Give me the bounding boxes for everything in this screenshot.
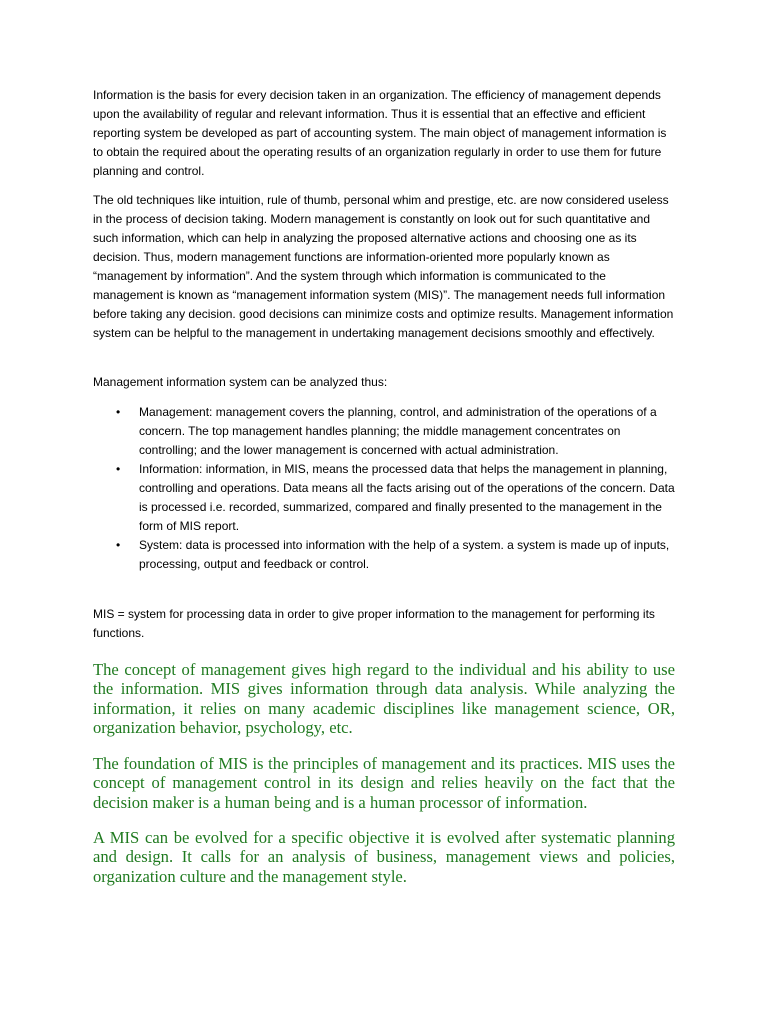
bullet-icon: • (116, 405, 121, 419)
list-item (93, 403, 677, 460)
analysis-intro-paragraph: Management information system can be analyzed thus: (93, 375, 388, 389)
foundation-paragraph: The foundation of MIS is the principles of management and its practices. MIS uses the concept of management control in its design and relies heavily on the fact that the decision maker is a human being and is a human processor of information. (93, 754, 675, 812)
list-item-text: Information: information, in MIS, means the processed data that helps the management in planning, controlling and operations. Data means all the facts arising out of the operations of the concern. Data is processed i.e. recorded, summarized, compared and finally presented to the management in the form of MIS report. (139, 462, 675, 533)
intro-paragraph: Information is the basis for every decision taken in an organization. The efficiency of management depends upon the availability of regular and relevant information. Thus it is essential that an effective and efficient reporting system be developed as part of accounting system. The main object of management information is to obtain the required about the operating results of an organization regularly in order to use them for future planning and control. (93, 88, 667, 178)
list-item (93, 460, 677, 536)
evolution-paragraph: A MIS can be evolved for a specific objective it is evolved after systematic planning and design. It calls for an analysis of business, management views and policies, organization culture and the management style. (93, 828, 675, 886)
bullet-icon: • (116, 538, 121, 552)
list-item-text: Management: management covers the planning, control, and administration of the operations of a concern. The top management handles planning; the middle management concentrates on controlling; and the lower management is concerned with actual administration. (139, 405, 657, 457)
list-item (93, 536, 677, 574)
mis-components-list (93, 403, 677, 574)
mis-definition-paragraph: MIS = system for processing data in order to give proper information to the management for performing its functions. (93, 607, 655, 640)
concept-paragraph: The concept of management gives high regard to the individual and his ability to use the information. MIS gives information through data analysis. While analyzing the information, it relies on many academic disciplines like management science, OR, organization behavior, psychology, etc. (93, 660, 675, 738)
list-item-text: System: data is processed into information with the help of a system. a system is made up of inputs, processing, output and feedback or control. (139, 538, 670, 571)
bullet-icon: • (116, 462, 121, 476)
techniques-paragraph: The old techniques like intuition, rule of thumb, personal whim and prestige, etc. are now considered useless in the process of decision taking. Modern management is constantly on look out for such quantitative and such information, which can help in analyzing the proposed alternative actions and choosing one as its decision. Thus, modern management functions are information-oriented more popularly known as “management by information”. And the system through which information is communicated to the management is known as “management information system (MIS)”. The management needs full information before taking any decision. good decisions can minimize costs and optimize results. Management information system can be helpful to the management in undertaking management decisions smoothly and effectively. (93, 193, 674, 340)
